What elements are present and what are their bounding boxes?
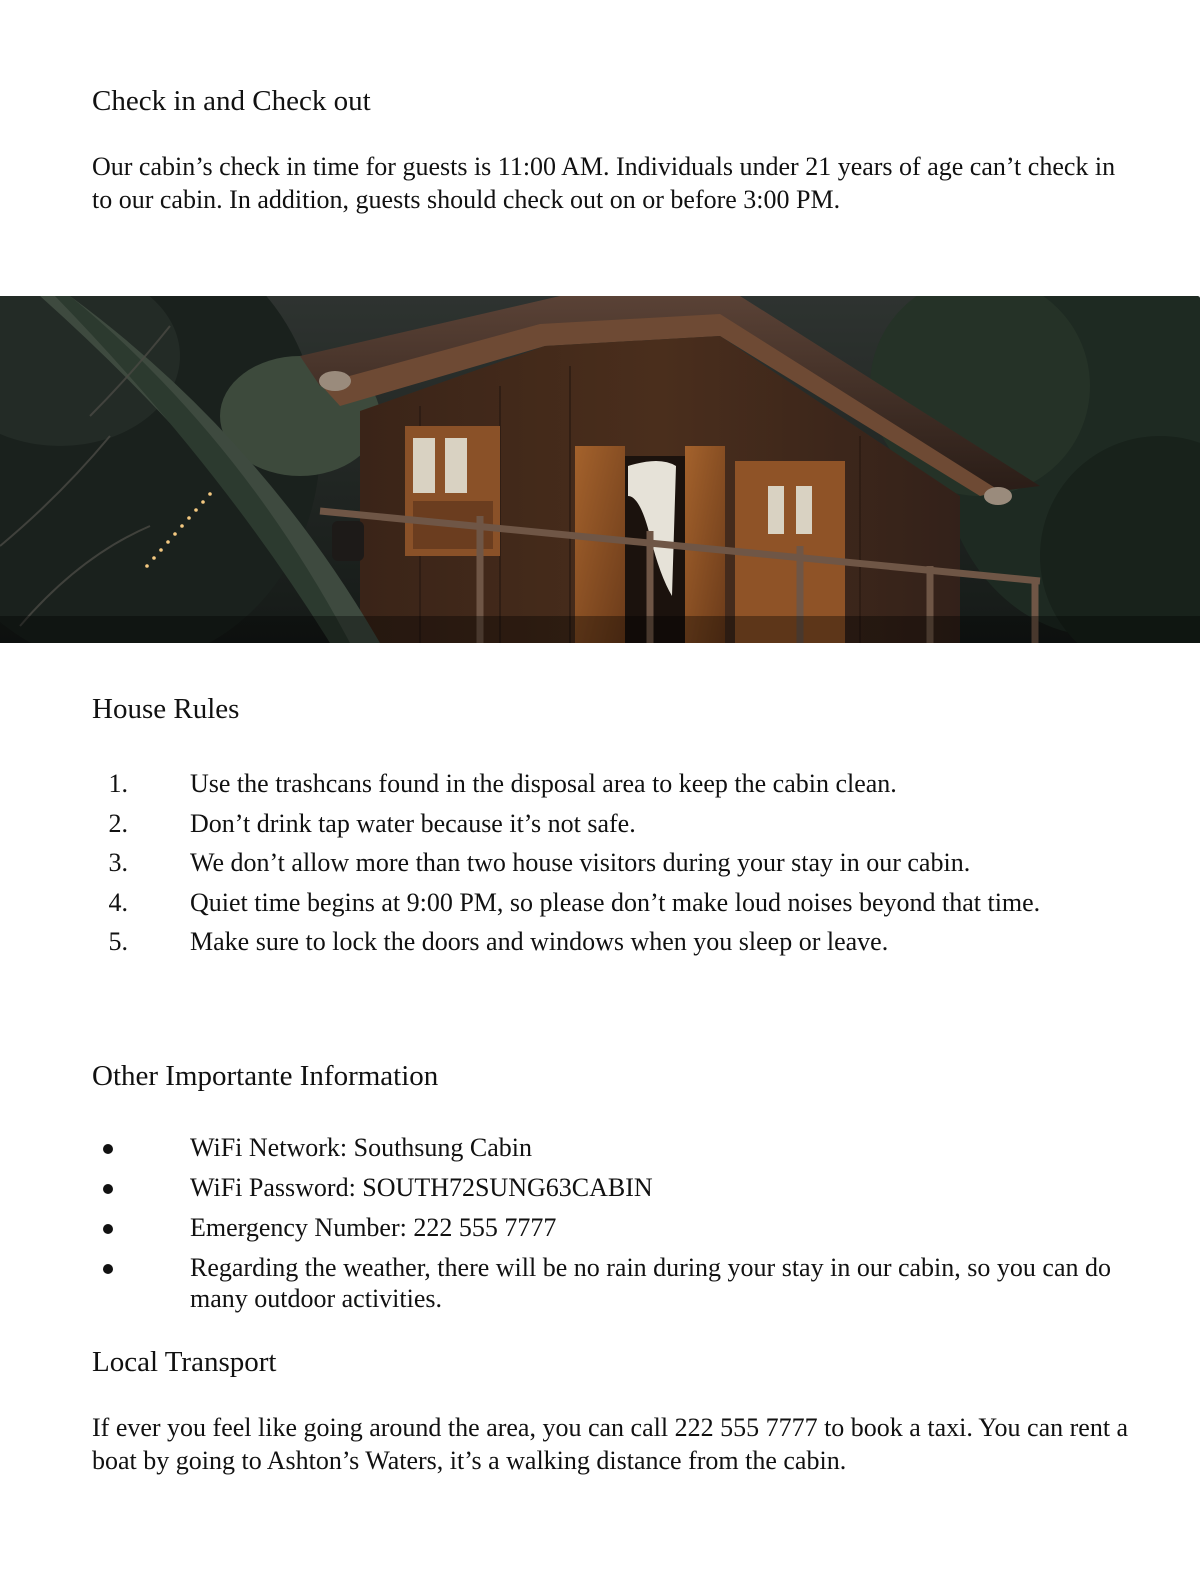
list-item-text: Don’t drink tap water because it’s not safe. [190,808,636,838]
list-number: 5. [108,927,128,957]
list-item [92,926,1132,957]
cabin-photo [0,296,1200,643]
list-item [92,1132,1132,1163]
bullet-icon [103,1184,113,1194]
list-item-text: WiFi Network: Southsung Cabin [190,1133,533,1162]
list-number: 3. [108,848,128,878]
list-item-text: Emergency Number: 222 555 7777 [190,1213,557,1242]
other-info-heading: Other Importante Information [92,1060,439,1092]
list-item [92,847,1132,878]
list-item-text: Regarding the weather, there will be no rain during your stay in our cabin, so you can do many outdoor activities. [190,1253,1111,1313]
list-item [92,1252,1132,1314]
list-item [92,1212,1132,1243]
checkin-paragraph: Our cabin’s check in time for guests is 11:00 AM. Individuals under 21 years of age can’t check in to our cabin. In addition, guests should check out on or before 3:00 PM. [92,152,1116,214]
house-rules-heading: House Rules [92,693,240,725]
list-number: 1. [108,769,128,798]
list-number: 4. [108,887,128,917]
house-rules-list [92,768,1132,966]
checkin-heading: Check in and Check out [92,85,371,117]
bullet-icon [103,1224,113,1234]
list-item-text: Quiet time begins at 9:00 PM, so please don’t make loud noises beyond that time. [190,887,1041,917]
bullet-icon [103,1264,113,1274]
bullet-icon [103,1144,113,1154]
other-info-list [92,1132,1132,1323]
list-item-text: WiFi Password: SOUTH72SUNG63CABIN [190,1173,653,1202]
list-item [92,768,1132,799]
list-item-text: We don’t allow more than two house visitors during your stay in our cabin. [190,848,971,878]
transport-heading: Local Transport [92,1346,277,1378]
list-item-text: Use the trashcans found in the disposal area to keep the cabin clean. [190,769,897,798]
list-item-text: Make sure to lock the doors and windows when you sleep or leave. [190,927,889,957]
list-item [92,1172,1132,1203]
list-item [92,887,1132,918]
transport-paragraph: If ever you feel like going around the area, you can call 222 555 7777 to book a taxi. You can rent a boat by going to Ashton’s Waters, it’s a walking distance from the cabin. [92,1413,1129,1475]
list-item [92,808,1132,839]
list-number: 2. [108,808,128,838]
